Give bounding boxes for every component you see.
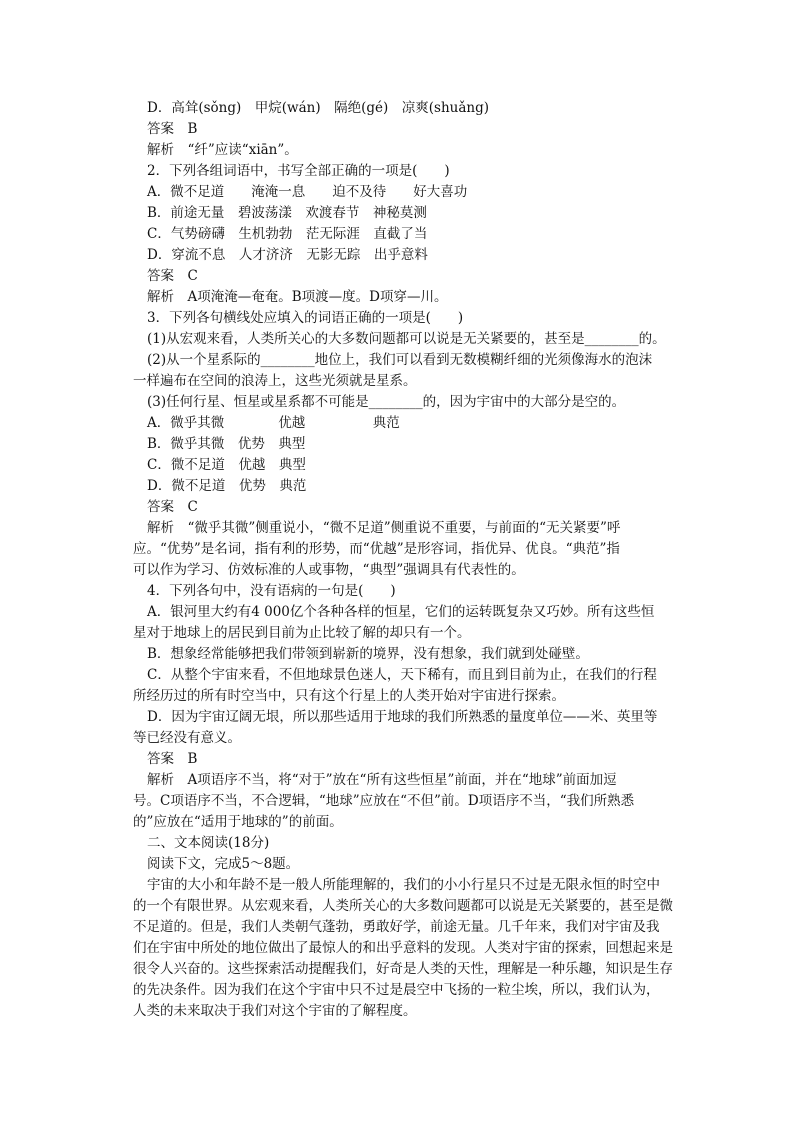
passage-line-1: 宇宙的大小和年龄不是一般人所能理解的，我们的小小行星只不过是无限永恒的时空中 <box>147 877 660 893</box>
q2-analysis: 解析 A项淹淹—奄奄。B项渡—度。D项穿—川。 <box>147 289 448 305</box>
q4-analysis-1: 解析 A项语序不当，将“对于”放在“所有这些恒星”前面，并在“地球”前面加逗 <box>147 772 617 788</box>
q3-analysis-3: 可以作为学习、仿效标准的人或事物，“典型”强调具有代表性的。 <box>133 562 525 578</box>
q3-option-b: B．微乎其微 优势 典型 <box>147 436 306 452</box>
q4-analysis-3: 的”应放在“适用于地球的”的前面。 <box>133 814 343 830</box>
q3-option-a: A．微乎其微 优越 典范 <box>147 415 400 431</box>
q4-analysis-2: 号。C项语序不当，不合逻辑，“地球”应放在“不但”前。D项语序不当，“我们所熟悉 <box>133 793 635 809</box>
passage-line-2: 的一个有限世界。从宏观来看，人类所关心的大多数问题都可以说是无关紧要的，甚至是微 <box>133 898 673 914</box>
q3-sentence-3: (3)任何行星、恒星或星系都不可能是________的，因为宇宙中的大部分是空的。 <box>147 394 626 410</box>
q4-option-b: B．想象经常能够把我们带领到崭新的境界，没有想象，我们就到处碰壁。 <box>147 646 589 662</box>
q3-sentence-1: (1)从宏观来看，人类所关心的大多数问题都可以说是无关紧要的，甚至是________的。 <box>147 331 666 347</box>
q2-option-a: A．微不足道 淹淹一息 迫不及待 好大喜功 <box>147 184 468 200</box>
q3-stem: 3．下列各句横线处应填入的词语正确的一项是( ) <box>147 310 464 326</box>
q2-option-c: C．气势磅礴 生机勃勃 茫无际涯 直截了当 <box>147 226 428 242</box>
q3-option-c: C．微不足道 优越 典型 <box>147 457 306 473</box>
q4-option-d: D．因为宇宙辽阔无垠，所以那些适用于地球的我们所熟悉的量度单位——米、英里等 <box>147 709 658 725</box>
q4-option-c: C．从整个宇宙来看，不但地球景色迷人，天下稀有，而且到目前为止，在我们的行程 <box>147 667 657 683</box>
passage-line-3: 不足道的。但是，我们人类朝气蓬勃，勇敢好学，前途无量。几千年来，我们对宇宙及我 <box>133 919 660 935</box>
q3-sentence-2-cont: 一样遍布在空间的浪涛上，这些光须就是星系。 <box>133 373 417 389</box>
q2-answer: 答案 C <box>147 268 198 284</box>
q4-stem: 4．下列各句中，没有语病的一句是( ) <box>147 583 396 599</box>
q4-option-a: A．银河里大约有4 000亿个各种各样的恒星，它们的运转既复杂又巧妙。所有这些恒 <box>147 604 655 620</box>
q1-answer: 答案 B <box>147 121 198 137</box>
q1-option-d: D．高耸(sǒng) 甲烷(wán) 隔绝(gé) 凉爽(shuǎng) <box>147 100 489 116</box>
q4-option-d-cont: 等已经没有意义。 <box>133 730 241 746</box>
q4-option-a-cont: 星对于地球上的居民到目前为止比较了解的却只有一个。 <box>133 625 471 641</box>
passage-line-7: 人类的未来取决于我们对这个宇宙的了解程度。 <box>133 1003 417 1019</box>
q4-answer: 答案 B <box>147 751 198 767</box>
reading-instruction: 阅读下文，完成5～8题。 <box>147 856 300 872</box>
passage-line-6: 的先决条件。因为我们在这个宇宙中只不过是晨空中飞扬的一粒尘埃，所以，我们认为， <box>133 982 660 998</box>
q3-analysis-2: 应。“优势”是名词，指有利的形势，而“优越”是形容词，指优异、优良。“典范”指 <box>133 541 620 557</box>
q3-option-d: D．微不足道 优势 典范 <box>147 478 307 494</box>
q2-stem: 2．下列各组词语中，书写全部正确的一项是( ) <box>147 163 450 179</box>
passage-line-5: 很令人兴奋的。这些探索活动提醒我们，好奇是人类的天性，理解是一种乐趣，知识是生存 <box>133 961 673 977</box>
q3-answer: 答案 C <box>147 499 198 515</box>
passage-line-4: 们在宇宙中所处的地位做出了最惊人的和出乎意料的发现。人类对宇宙的探索，回想起来是 <box>133 940 673 956</box>
q2-option-b: B．前途无量 碧波荡漾 欢渡春节 神秘莫测 <box>147 205 427 221</box>
q1-analysis: 解析 “纤”应读“xiān”。 <box>147 142 298 158</box>
q3-sentence-2: (2)从一个星系际的________地位上，我们可以看到无数模糊纤细的光须像海水的泡沫 <box>147 352 653 368</box>
q3-analysis-1: 解析 “微乎其微”侧重说小，“微不足道”侧重说不重要，与前面的“无关紧要”呼 <box>147 520 621 536</box>
q2-option-d: D．穿流不息 人才济济 无影无踪 出乎意料 <box>147 247 428 263</box>
section-heading: 二、文本阅读(18分) <box>147 835 270 851</box>
q4-option-c-cont: 所经历过的所有时空当中，只有这个行星上的人类开始对宇宙进行探索。 <box>133 688 565 704</box>
